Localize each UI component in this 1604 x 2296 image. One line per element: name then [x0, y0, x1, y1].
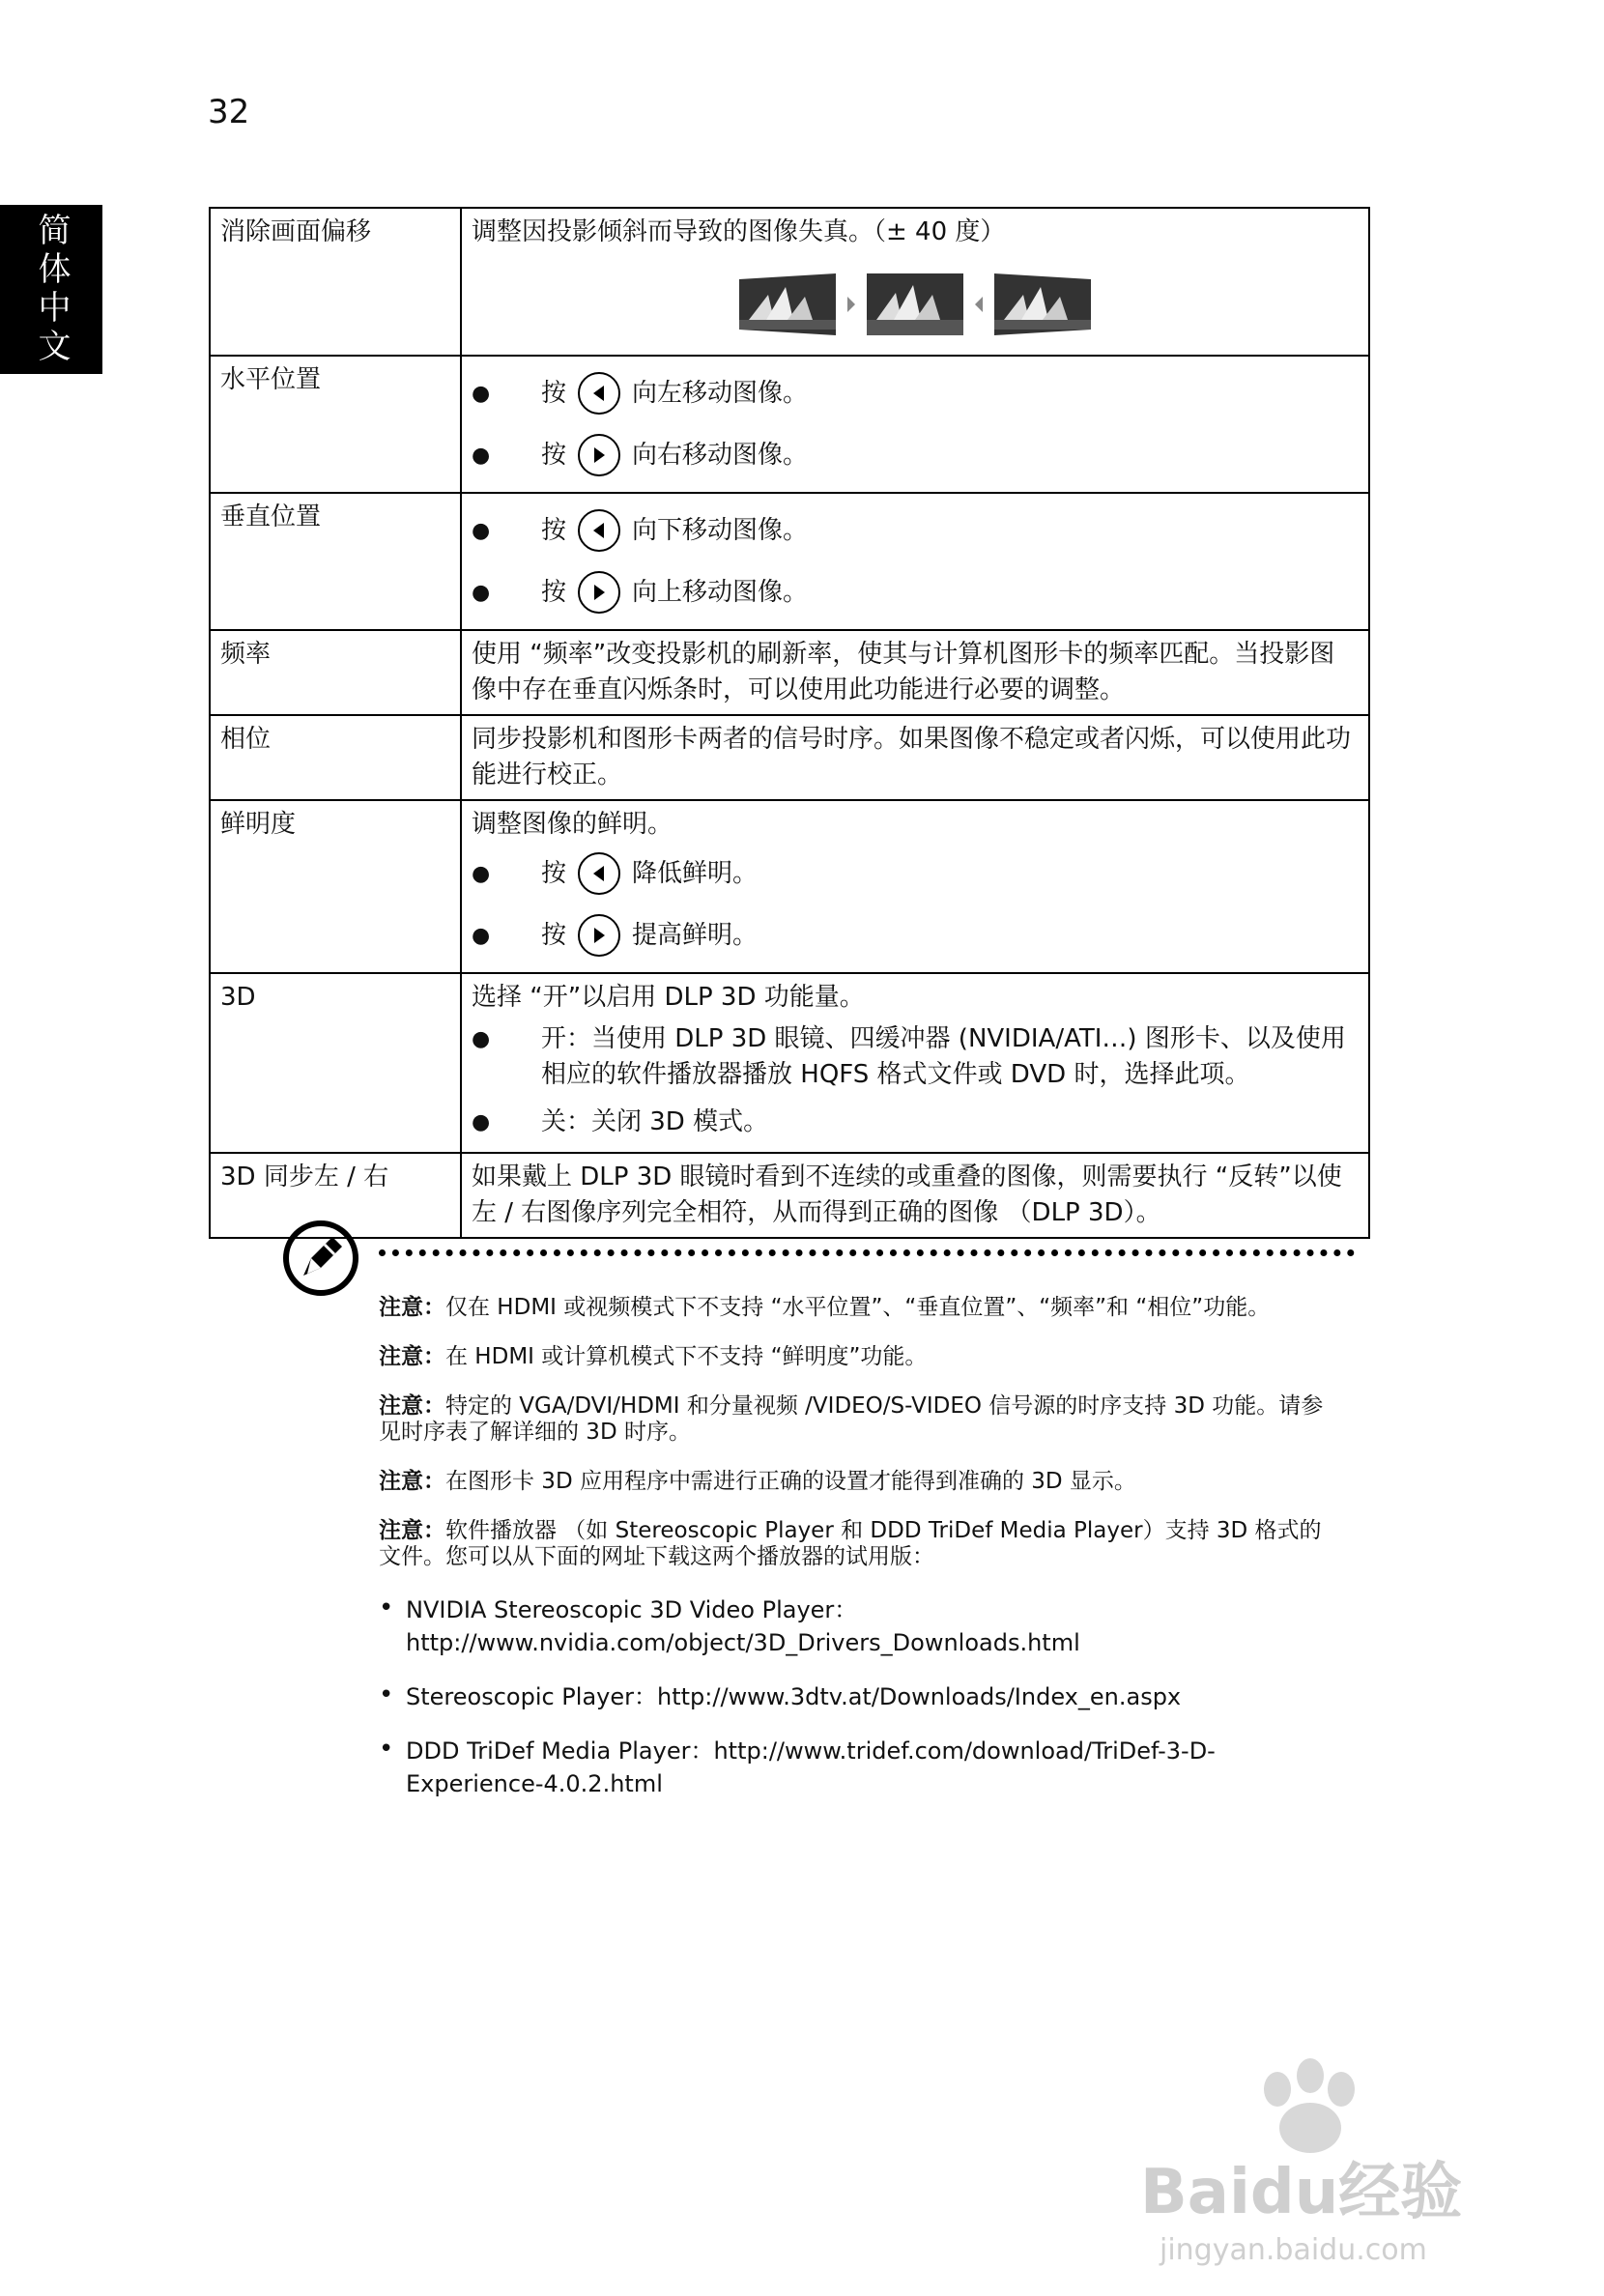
row-description: [461, 800, 1369, 973]
note-paragraph: [379, 1518, 1335, 1570]
keystone-desc: 调整因投影倾斜而导致的图像失真。（± 40 度）: [472, 217, 1006, 246]
bullet-icon: ●: [472, 1027, 491, 1051]
note-text: 在图形卡 3D 应用程序中需进行正确的设置才能得到准确的 3D 显示。: [445, 1469, 1136, 1494]
player-name: Stereoscopic Player：: [406, 1683, 657, 1710]
bullet-icon: ●: [472, 443, 491, 468]
right-button-icon: [578, 914, 620, 957]
row-label: 3D: [210, 973, 461, 1153]
press-label: 按: [541, 577, 567, 607]
note-paragraph: [379, 1344, 1335, 1370]
press-label: 按: [541, 440, 567, 470]
row-label: 3D 同步左 / 右: [210, 1153, 461, 1238]
bullet-icon: ●: [472, 518, 491, 543]
row-label: 消除画面偏移: [210, 208, 461, 356]
press-label: 按: [541, 858, 567, 888]
right-button-icon: [578, 434, 620, 476]
row-description: [461, 493, 1369, 630]
note-text: 在 HDMI 或计算机模式下不支持 “鲜明度”功能。: [445, 1344, 928, 1369]
table-row-3d: [210, 973, 1369, 1153]
list-item: [472, 561, 1359, 623]
instruction-text: 关：关闭 3D 模式。: [541, 1107, 769, 1136]
player-links-list: [379, 1593, 1335, 1800]
instruction-text: 向右移动图像。: [632, 440, 809, 470]
notes-section: [379, 1295, 1335, 1822]
note-paragraph: [379, 1469, 1335, 1495]
note-text: 软件播放器 （如 Stereoscopic Player 和 DDD TriDef Media Player）支持 3D 格式的文件。您可以从下面的网址下载这两个播放器的试用版：: [379, 1518, 1322, 1569]
page-number: 32: [208, 93, 250, 131]
note-prefix: 注意：: [379, 1295, 445, 1320]
bullet-icon: ●: [472, 923, 491, 948]
note-text: 特定的 VGA/DVI/HDMI 和分量视频 /VIDEO/S-VIDEO 信号源的时序支持 3D 功能。请参见时序表了解详细的 3D 时序。: [379, 1393, 1324, 1445]
arrow-right-icon: [845, 295, 857, 314]
row-label: 相位: [210, 715, 461, 800]
settings-table: [209, 207, 1370, 1239]
list-item: [472, 843, 1359, 904]
note-divider: [379, 1249, 1355, 1256]
row-label: 鲜明度: [210, 800, 461, 973]
table-row-h-position: [210, 356, 1369, 493]
list-item: [472, 904, 1359, 966]
note-paragraph: [379, 1295, 1335, 1321]
left-button-icon: [578, 509, 620, 552]
instruction-text: 降低鲜明。: [632, 858, 759, 888]
list-item: [379, 1680, 1335, 1713]
press-label: 按: [541, 920, 567, 950]
baidu-watermark: [1131, 2039, 1507, 2271]
bullet-icon: ●: [472, 861, 491, 886]
row-label: 垂直位置: [210, 493, 461, 630]
note-prefix: 注意：: [379, 1469, 445, 1494]
keystone-illustration: [472, 250, 1359, 349]
arrow-left-icon: [973, 295, 985, 314]
keystone-image-center: [867, 273, 963, 335]
list-item: [472, 362, 1359, 424]
row-description: [461, 208, 1369, 356]
note-pen-icon: [282, 1220, 359, 1297]
row-description: 同步投影机和图形卡两者的信号时序。如果图像不稳定或者闪烁，可以使用此功能进行校正。: [461, 715, 1369, 800]
instruction-text: 向左移动图像。: [632, 378, 809, 408]
left-button-icon: [578, 372, 620, 415]
list-item: [472, 424, 1359, 486]
language-tab-label: 简体中文: [32, 212, 71, 367]
note-prefix: 注意：: [379, 1518, 445, 1543]
sharpness-desc: 调整图像的鲜明。: [472, 810, 673, 839]
table-row-keystone: [210, 208, 1369, 356]
3d-desc: 选择 “开”以启用 DLP 3D 功能量。: [472, 983, 865, 1012]
instruction-text: 向下移动图像。: [632, 515, 809, 545]
note-prefix: 注意：: [379, 1344, 445, 1369]
instruction-text: 提高鲜明。: [632, 920, 759, 950]
keystone-image-left: [739, 273, 836, 335]
player-link[interactable]: http://www.3dtv.at/Downloads/Index_en.aspx: [657, 1683, 1182, 1710]
table-row-v-position: [210, 493, 1369, 630]
note-prefix: 注意：: [379, 1393, 445, 1419]
list-item: [379, 1593, 1335, 1659]
note-paragraph: [379, 1393, 1335, 1446]
list-item: [472, 500, 1359, 561]
player-name: NVIDIA Stereoscopic 3D Video Player：: [406, 1596, 858, 1623]
table-row-frequency: [210, 630, 1369, 715]
row-label: 频率: [210, 630, 461, 715]
bullet-icon: ●: [472, 1110, 491, 1134]
bullet-icon: ●: [472, 381, 491, 406]
language-tab: [0, 205, 102, 374]
table-row-sharpness: [210, 800, 1369, 973]
list-item: [472, 1016, 1359, 1099]
table-row-phase: [210, 715, 1369, 800]
left-button-icon: [578, 852, 620, 895]
list-item: [472, 1099, 1359, 1146]
row-description: [461, 973, 1369, 1153]
row-label: 水平位置: [210, 356, 461, 493]
keystone-image-right: [994, 273, 1091, 335]
row-description: 如果戴上 DLP 3D 眼镜时看到不连续的或重叠的图像，则需要执行 “反转”以使左 / 右图像序列完全相符，从而得到正确的图像 （DLP 3D）。: [461, 1153, 1369, 1238]
paw-icon: [1264, 2058, 1355, 2153]
bullet-icon: ●: [472, 580, 491, 605]
row-description: 使用 “频率”改变投影机的刷新率，使其与计算机图形卡的频率匹配。当投影图像中存在垂直闪烁条时，可以使用此功能进行必要的调整。: [461, 630, 1369, 715]
right-button-icon: [578, 571, 620, 614]
table-row-3d-sync: [210, 1153, 1369, 1238]
player-link[interactable]: http://www.nvidia.com/object/3D_Drivers_Downloads.html: [406, 1629, 1080, 1656]
press-label: 按: [541, 515, 567, 545]
player-link[interactable]: http://www.tridef.com/download/TriDef-3-D-Experience-4.0.2.html: [406, 1737, 1216, 1797]
watermark-url: jingyan.baidu.com: [1160, 2233, 1427, 2267]
instruction-text: 向上移动图像。: [632, 577, 809, 607]
watermark-brand: Baidu经验: [1140, 2157, 1463, 2228]
note-text: 仅在 HDMI 或视频模式下不支持 “水平位置”、“垂直位置”、“频率”和 “相位”功能。: [445, 1295, 1271, 1320]
instruction-text: 开：当使用 DLP 3D 眼镜、四缓冲器 (NVIDIA/ATI…) 图形卡、以及使用相应的软件播放器播放 HQFS 格式文件或 DVD 时，选择此项。: [541, 1024, 1346, 1089]
press-label: 按: [541, 378, 567, 408]
player-name: DDD TriDef Media Player：: [406, 1737, 714, 1765]
row-description: [461, 356, 1369, 493]
list-item: [379, 1735, 1335, 1800]
